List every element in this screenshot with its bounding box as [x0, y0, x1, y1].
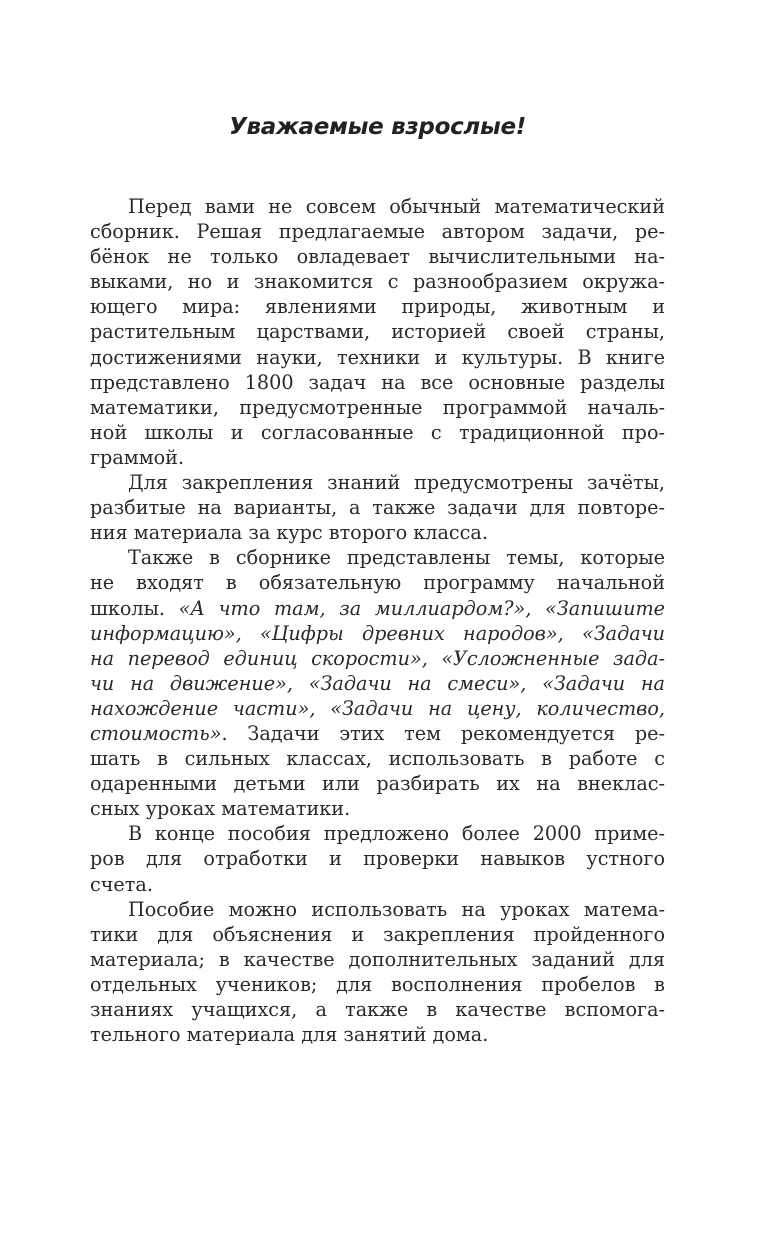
text-line: шать в сильных классах, использовать в работе с — [90, 747, 665, 771]
text-line: Также в сборнике представлены темы, которые — [128, 546, 665, 570]
text-line: отдельных учеников; для восполнения пробелов в — [90, 972, 665, 996]
text-line — [90, 596, 665, 621]
text-line: растительным царствами, историей своей страны, — [90, 320, 665, 344]
paragraph-usage — [90, 897, 665, 1048]
text-line: выками, но и знакомится с разнообразием окружа- — [90, 270, 665, 294]
text-line: Перед вами не совсем обычный математический — [128, 195, 665, 218]
text-line — [90, 621, 665, 646]
text-line: математики, предусмотренные программой началь- — [90, 395, 665, 419]
text-line: ров для отработки и проверки навыков устного — [90, 847, 665, 871]
text-line: ния материала за курс второго класса. — [90, 521, 488, 545]
text-line: ющего мира: явлениями природы, животным и — [90, 295, 665, 319]
text-line: разбитые на варианты, а также задачи для повторе- — [90, 496, 665, 520]
topic-title: на перевод единиц скорости», «Усложненные зада- — [90, 646, 665, 670]
paragraph-examples — [90, 821, 665, 896]
topic-title: чи на движение», «Задачи на смеси», «Задачи на — [90, 671, 665, 695]
text-line — [90, 671, 665, 696]
text-line: тельного материала для занятий дома. — [90, 1023, 489, 1047]
text-line: не входят в обязательную программу начальной — [90, 571, 665, 595]
page-title: Уважаемые взрослые! — [229, 114, 526, 140]
text-line: бёнок не только овладевает вычислительными на- — [90, 245, 665, 269]
text-line: одаренными детьми или разбирать их на внеклас- — [90, 772, 665, 796]
text-line: тики для объяснения и закрепления пройденного — [90, 922, 665, 946]
paragraph-intro — [90, 194, 665, 470]
text-line — [90, 721, 665, 746]
paragraph-tests — [90, 470, 665, 545]
text-line: знаниях учащихся, а также в качестве вспомога- — [90, 998, 665, 1021]
text-line — [90, 646, 665, 671]
text-line: достижениями науки, техники и культуры. В книге — [90, 345, 665, 369]
text-segment: школы. — [90, 596, 179, 620]
text-line: ной школы и согласованные с традиционной про- — [90, 420, 665, 444]
text-line: счета. — [90, 872, 153, 896]
text-line: материала; в качестве дополнительных заданий для — [90, 947, 665, 971]
topic-title: стоимость» — [90, 721, 222, 745]
text-line: Для закрепления знаний предусмотрены зачёты, — [128, 471, 665, 495]
topic-title: «А что там, за миллиардом?», «Запишите — [178, 596, 665, 620]
topic-title: информацию», «Цифры древних народов», «Задачи — [90, 621, 665, 645]
text-line — [90, 696, 665, 721]
text-line: Пособие можно использовать на уроках матема- — [128, 897, 665, 921]
text-line: В конце пособия предложено более 2000 приме- — [128, 822, 665, 846]
text-line: представлено 1800 задач на все основные разделы — [90, 370, 665, 394]
text-line: сных уроках математики. — [90, 797, 351, 821]
text-segment: . Задачи этих тем рекомендуется ре- — [221, 721, 665, 745]
topic-title: нахождение части», «Задачи на цену, количество, — [90, 696, 665, 720]
body-text — [90, 194, 665, 1047]
text-line: сборник. Решая предлагаемые автором задачи, ре- — [90, 220, 665, 244]
paragraph-topics — [90, 545, 665, 821]
text-line: граммой. — [90, 445, 185, 469]
